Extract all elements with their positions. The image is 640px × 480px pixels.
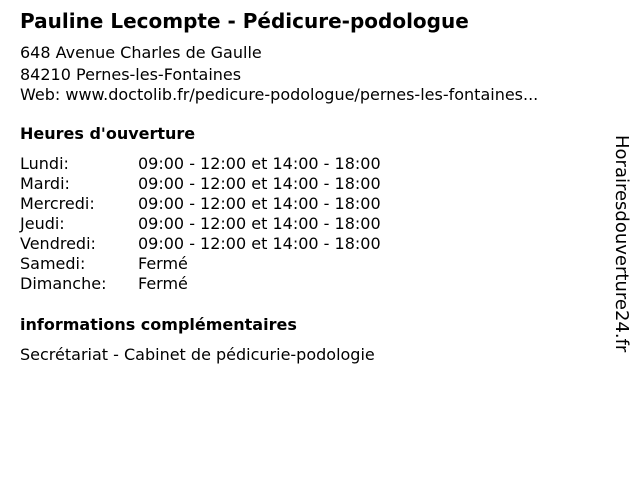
- hours-row-friday: [20, 234, 381, 254]
- day-label: Samedi:: [20, 254, 86, 273]
- day-hours: 09:00 - 12:00 et 14:00 - 18:00: [138, 234, 381, 253]
- day-label: Mercredi:: [20, 194, 95, 213]
- address-street: 648 Avenue Charles de Gaulle: [20, 43, 262, 62]
- day-hours: Fermé: [138, 254, 188, 273]
- day-hours: Fermé: [138, 274, 188, 293]
- additional-info-text: Secrétariat - Cabinet de pédicurie-podologie: [20, 345, 375, 364]
- day-hours: 09:00 - 12:00 et 14:00 - 18:00: [138, 174, 381, 193]
- day-label: Mardi:: [20, 174, 70, 193]
- day-label: Vendredi:: [20, 234, 96, 253]
- day-label: Jeudi:: [20, 214, 65, 233]
- day-hours: 09:00 - 12:00 et 14:00 - 18:00: [138, 214, 381, 233]
- address-web[interactable]: Web: www.doctolib.fr/pedicure-podologue/pernes-les-fontaines...: [20, 85, 539, 104]
- opening-hours-table: [20, 154, 381, 294]
- hours-row-thursday: [20, 214, 381, 234]
- site-watermark: Horairesdouverture24.fr: [611, 135, 632, 353]
- day-hours: 09:00 - 12:00 et 14:00 - 18:00: [138, 194, 381, 213]
- hours-row-wednesday: [20, 194, 381, 214]
- address-city: 84210 Pernes-les-Fontaines: [20, 65, 242, 84]
- opening-hours-heading: Heures d'ouverture: [20, 124, 196, 143]
- day-label: Dimanche:: [20, 274, 107, 293]
- day-hours: 09:00 - 12:00 et 14:00 - 18:00: [138, 154, 381, 173]
- hours-row-tuesday: [20, 174, 381, 194]
- day-label: Lundi:: [20, 154, 69, 173]
- hours-row-sunday: [20, 274, 381, 294]
- hours-row-monday: [20, 154, 381, 174]
- business-title: Pauline Lecompte - Pédicure-podologue: [20, 9, 469, 33]
- additional-info-heading: informations complémentaires: [20, 315, 297, 334]
- hours-row-saturday: [20, 254, 381, 274]
